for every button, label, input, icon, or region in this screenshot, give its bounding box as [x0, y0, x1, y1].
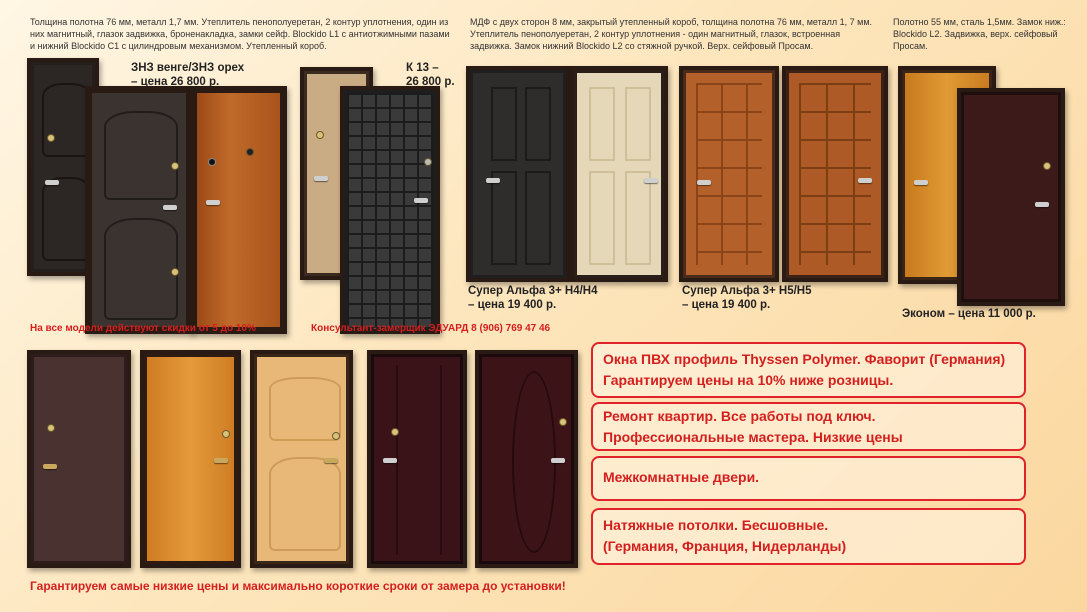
door-alfa-h5: [782, 66, 888, 282]
door-alfa-h5-open: [679, 66, 779, 282]
door-row2-dark-wave: [367, 350, 467, 568]
door-zn3-wenge: [85, 86, 193, 334]
description-zn3-k13: Толщина полотна 76 мм, металл 1,7 мм. Утеплитель пенополуеретан, 2 контур уплотнения, один из них магнитный, глазок задвижка, броненакладка, замки сейф. Blockido L1 с антиотжимными пазами и нижний Blockido C1 с цилиндровым механизмом. Утепленный короб.: [30, 17, 450, 51]
service-windows-line1: Окна ПВХ профиль Thyssen Polymer. Фаворит (Германия): [603, 351, 1006, 367]
service-renovation-line2: Профессиональные мастера. Низкие цены: [603, 429, 903, 445]
description-econom: Полотно 55 мм, сталь 1,5мм. Замок ниж.: Blockido L2. Задвижка, верх. сейфовый Просам.: [893, 17, 1066, 51]
service-windows-line2: Гарантируем цены на 10% ниже розницы.: [603, 372, 894, 388]
service-ceilings-line2: (Германия, Франция, Нидерланды): [603, 538, 847, 554]
service-ceilings-line1: Натяжные потолки. Бесшовные.: [603, 517, 829, 533]
label-alfa-h5: Супер Альфа 3+ Н5/Н5 – цена 19 400 р.: [682, 285, 812, 311]
door-alfa-h4-wenge: [466, 66, 570, 282]
label-zn3: ЗНЗ венге/ЗНЗ орех – цена 26 800 р.: [131, 62, 245, 88]
guarantee-note: Гарантируем самые низкие цены и максимально короткие сроки от замера до установки!: [30, 579, 566, 593]
service-interior-doors-line1: Межкомнатные двери.: [603, 469, 760, 485]
service-ceilings[interactable]: [591, 508, 1026, 565]
door-k13: [340, 86, 440, 334]
door-econom-brown: [957, 88, 1065, 306]
label-econom: Эконом – цена 11 000 р.: [902, 308, 1036, 320]
consultant-note: Консультант-замерщик ЭДУАРД 8 (906) 769 47 46: [311, 323, 551, 334]
door-row2-orange: [140, 350, 241, 568]
door-row2-light: [250, 350, 353, 568]
label-alfa-h4: Супер Альфа 3+ Н4/Н4 – цена 19 400 р.: [468, 285, 598, 311]
service-renovation-line1: Ремонт квартир. Все работы под ключ.: [603, 408, 876, 424]
door-alfa-h4-light: [570, 66, 668, 282]
service-renovation[interactable]: [591, 402, 1026, 451]
door-zn3-walnut: [190, 86, 287, 334]
service-windows[interactable]: [591, 342, 1026, 398]
discount-note: На все модели действуют скидки от 5 до 10%: [30, 323, 256, 334]
service-interior-doors[interactable]: [591, 456, 1026, 501]
label-k13: К 13 – 26 800 р.: [406, 62, 455, 88]
description-super-alfa: МДФ с двух сторон 8 мм, закрытый утепленный короб, толщина полотна 76 мм, металл 1, 7 мм. Утеплитель пенополуеретан, 2 контур уплотнения - один магнитный, глазок, встроенная задвижка. Замок нижний Blockido L2 со стяжной ручкой. Верх. сейфовый Просам.: [470, 17, 873, 51]
door-row2-brown: [27, 350, 131, 568]
door-row2-dark-curve: [475, 350, 578, 568]
